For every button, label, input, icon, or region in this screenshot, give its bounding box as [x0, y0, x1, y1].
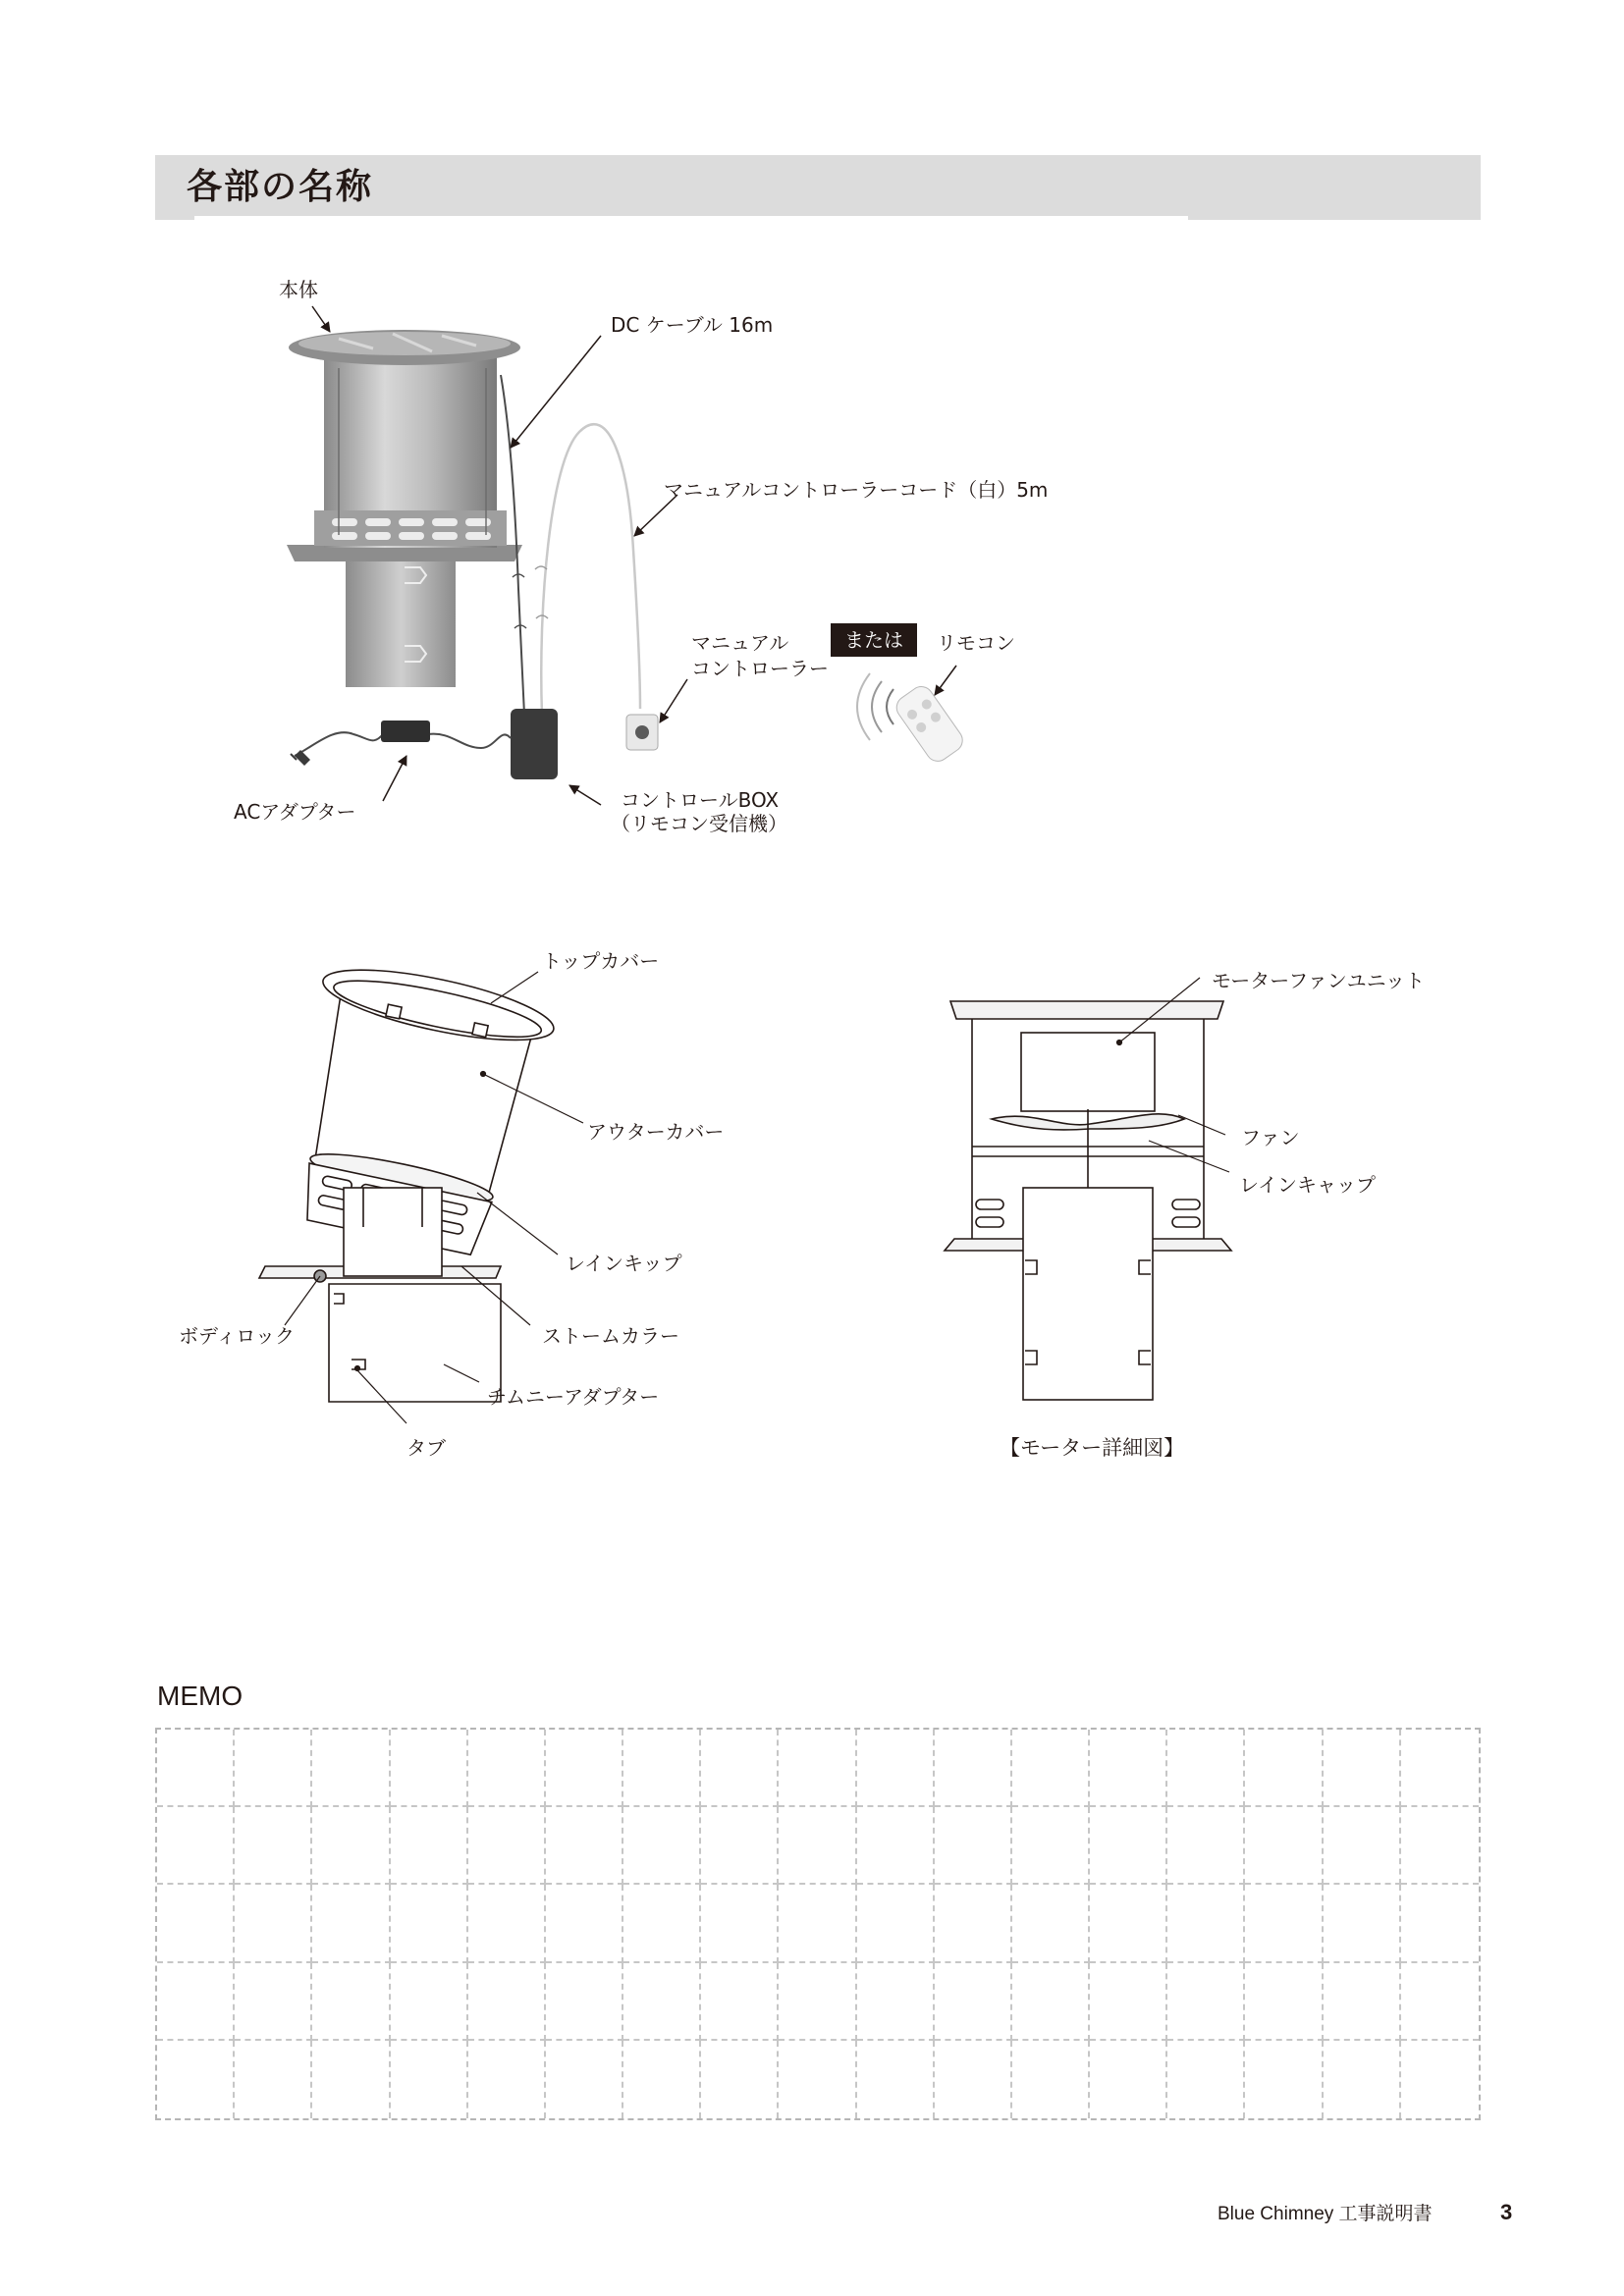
- memo-cell: [546, 1963, 623, 2041]
- or-badge: または: [831, 623, 917, 657]
- memo-cell: [857, 1885, 935, 1962]
- remote-label: リモコン: [937, 631, 1015, 655]
- memo-cell: [935, 1807, 1012, 1885]
- memo-cell: [701, 1730, 779, 1807]
- memo-cell: [623, 1807, 701, 1885]
- memo-cell: [1090, 2041, 1167, 2118]
- memo-cell: [235, 1963, 312, 2041]
- memo-cell: [1324, 1963, 1401, 2041]
- memo-cell: [935, 1730, 1012, 1807]
- remote-drawing: [893, 682, 967, 766]
- footer-title: Blue Chimney 工事説明書: [1218, 2204, 1433, 2224]
- manual-controller-label-line1: マニュアル: [691, 631, 789, 655]
- memo-cell: [701, 1963, 779, 2041]
- memo-cell: [1167, 1730, 1245, 1807]
- memo-cell: [468, 1807, 546, 1885]
- manual-controller-label-line2: コントローラー: [691, 657, 829, 680]
- memo-cell: [157, 1807, 235, 1885]
- memo-cell: [701, 1885, 779, 1962]
- storm-collar-label: ストームカラー: [542, 1324, 679, 1348]
- memo-cell: [701, 1807, 779, 1885]
- memo-cell: [1324, 1807, 1401, 1885]
- memo-cell: [1324, 2041, 1401, 2118]
- memo-cell: [468, 1885, 546, 1962]
- section-title: 各部の名称: [187, 167, 374, 207]
- memo-cell: [157, 1730, 235, 1807]
- memo-cell: [1401, 1730, 1479, 1807]
- control-box-label-line2: （リモコン受信機）: [611, 812, 787, 835]
- memo-cell: [1245, 1963, 1323, 2041]
- motor-detail-caption: 【モーター詳細図】: [1000, 1436, 1185, 1460]
- memo-cell: [468, 1963, 546, 2041]
- motor-fan-unit-label: モーターファンユニット: [1212, 969, 1425, 992]
- memo-cell: [1012, 1963, 1090, 2041]
- main-body-drawing: [287, 330, 522, 687]
- memo-cell: [623, 1730, 701, 1807]
- chimney-adapter-label: チムニーアダプター: [487, 1385, 660, 1409]
- memo-cell: [312, 1730, 390, 1807]
- memo-cell: [1401, 1807, 1479, 1885]
- memo-cell: [391, 1730, 468, 1807]
- memo-cell: [623, 1885, 701, 1962]
- memo-cell: [779, 2041, 856, 2118]
- motor-detail-drawing: [945, 1001, 1231, 1400]
- memo-cell: [1401, 1963, 1479, 2041]
- memo-cell: [1324, 1885, 1401, 1962]
- control-box-label-line1: コントロールBOX: [621, 788, 780, 812]
- memo-cell: [1245, 1730, 1323, 1807]
- memo-cell: [1245, 2041, 1323, 2118]
- ac-adapter-drawing: [381, 721, 430, 742]
- memo-cell: [468, 1730, 546, 1807]
- page-number: 3: [1500, 2200, 1513, 2224]
- memo-cell: [235, 1807, 312, 1885]
- parts-drawing: [259, 955, 559, 1402]
- memo-cell: [546, 2041, 623, 2118]
- memo-cell: [1167, 1885, 1245, 1962]
- memo-cell: [779, 1730, 856, 1807]
- memo-cell: [312, 1963, 390, 2041]
- memo-cell: [312, 1885, 390, 1962]
- memo-cell: [1012, 1730, 1090, 1807]
- memo-cell: [391, 1885, 468, 1962]
- memo-cell: [546, 1885, 623, 1962]
- memo-cell: [1090, 1963, 1167, 2041]
- memo-cell: [312, 1807, 390, 1885]
- memo-cell: [1090, 1807, 1167, 1885]
- memo-cell: [157, 1963, 235, 2041]
- memo-cell: [546, 1807, 623, 1885]
- memo-cell: [857, 2041, 935, 2118]
- memo-cell: [1090, 1730, 1167, 1807]
- memo-cell: [235, 1730, 312, 1807]
- dc-cable-label: DC ケーブル 16m: [611, 313, 774, 337]
- top-cover-label: トップカバー: [542, 949, 660, 973]
- memo-cell: [1401, 1885, 1479, 1962]
- memo-cell: [1167, 1807, 1245, 1885]
- memo-cell: [235, 1885, 312, 1962]
- memo-cell: [779, 1885, 856, 1962]
- motor-rain-cap-label: レインキャップ: [1239, 1173, 1376, 1197]
- memo-cell: [157, 2041, 235, 2118]
- memo-cell: [157, 1885, 235, 1962]
- memo-cell: [857, 1807, 935, 1885]
- memo-cell: [1167, 2041, 1245, 2118]
- memo-cell: [1245, 1885, 1323, 1962]
- body-lock-label: ボディロック: [179, 1324, 295, 1348]
- body-label: 本体: [279, 278, 318, 301]
- memo-cell: [935, 1963, 1012, 2041]
- memo-cell: [312, 2041, 390, 2118]
- memo-cell: [857, 1730, 935, 1807]
- controller-cord-label: マニュアルコントローラーコード（白）5m: [664, 478, 1049, 502]
- memo-cell: [935, 1885, 1012, 1962]
- memo-cell: [779, 1963, 856, 2041]
- memo-cell: [391, 1963, 468, 2041]
- memo-cell: [935, 2041, 1012, 2118]
- memo-cell: [391, 1807, 468, 1885]
- memo-cell: [1012, 1807, 1090, 1885]
- memo-cell: [1324, 1730, 1401, 1807]
- fan-label: ファン: [1241, 1126, 1300, 1149]
- outer-cover-label: アウターカバー: [587, 1120, 725, 1144]
- control-box-drawing: [511, 709, 558, 779]
- memo-cell: [1167, 1963, 1245, 2041]
- memo-cell: [1012, 1885, 1090, 1962]
- memo-cell: [623, 1963, 701, 2041]
- memo-cell: [1090, 1885, 1167, 1962]
- memo-cell: [546, 1730, 623, 1807]
- memo-cell: [235, 2041, 312, 2118]
- memo-cell: [857, 1963, 935, 2041]
- memo-cell: [468, 2041, 546, 2118]
- memo-cell: [701, 2041, 779, 2118]
- memo-cell: [1401, 2041, 1479, 2118]
- memo-cell: [1012, 2041, 1090, 2118]
- memo-cell: [1245, 1807, 1323, 1885]
- memo-cell: [623, 2041, 701, 2118]
- memo-cell: [391, 2041, 468, 2118]
- memo-grid: [155, 1728, 1481, 2120]
- ac-adapter-label: ACアダプター: [234, 800, 356, 824]
- tab-label: タブ: [406, 1436, 446, 1460]
- memo-cell: [779, 1807, 856, 1885]
- memo-title: MEMO: [157, 1681, 244, 1711]
- rain-cap-label: レインキップ: [566, 1252, 682, 1275]
